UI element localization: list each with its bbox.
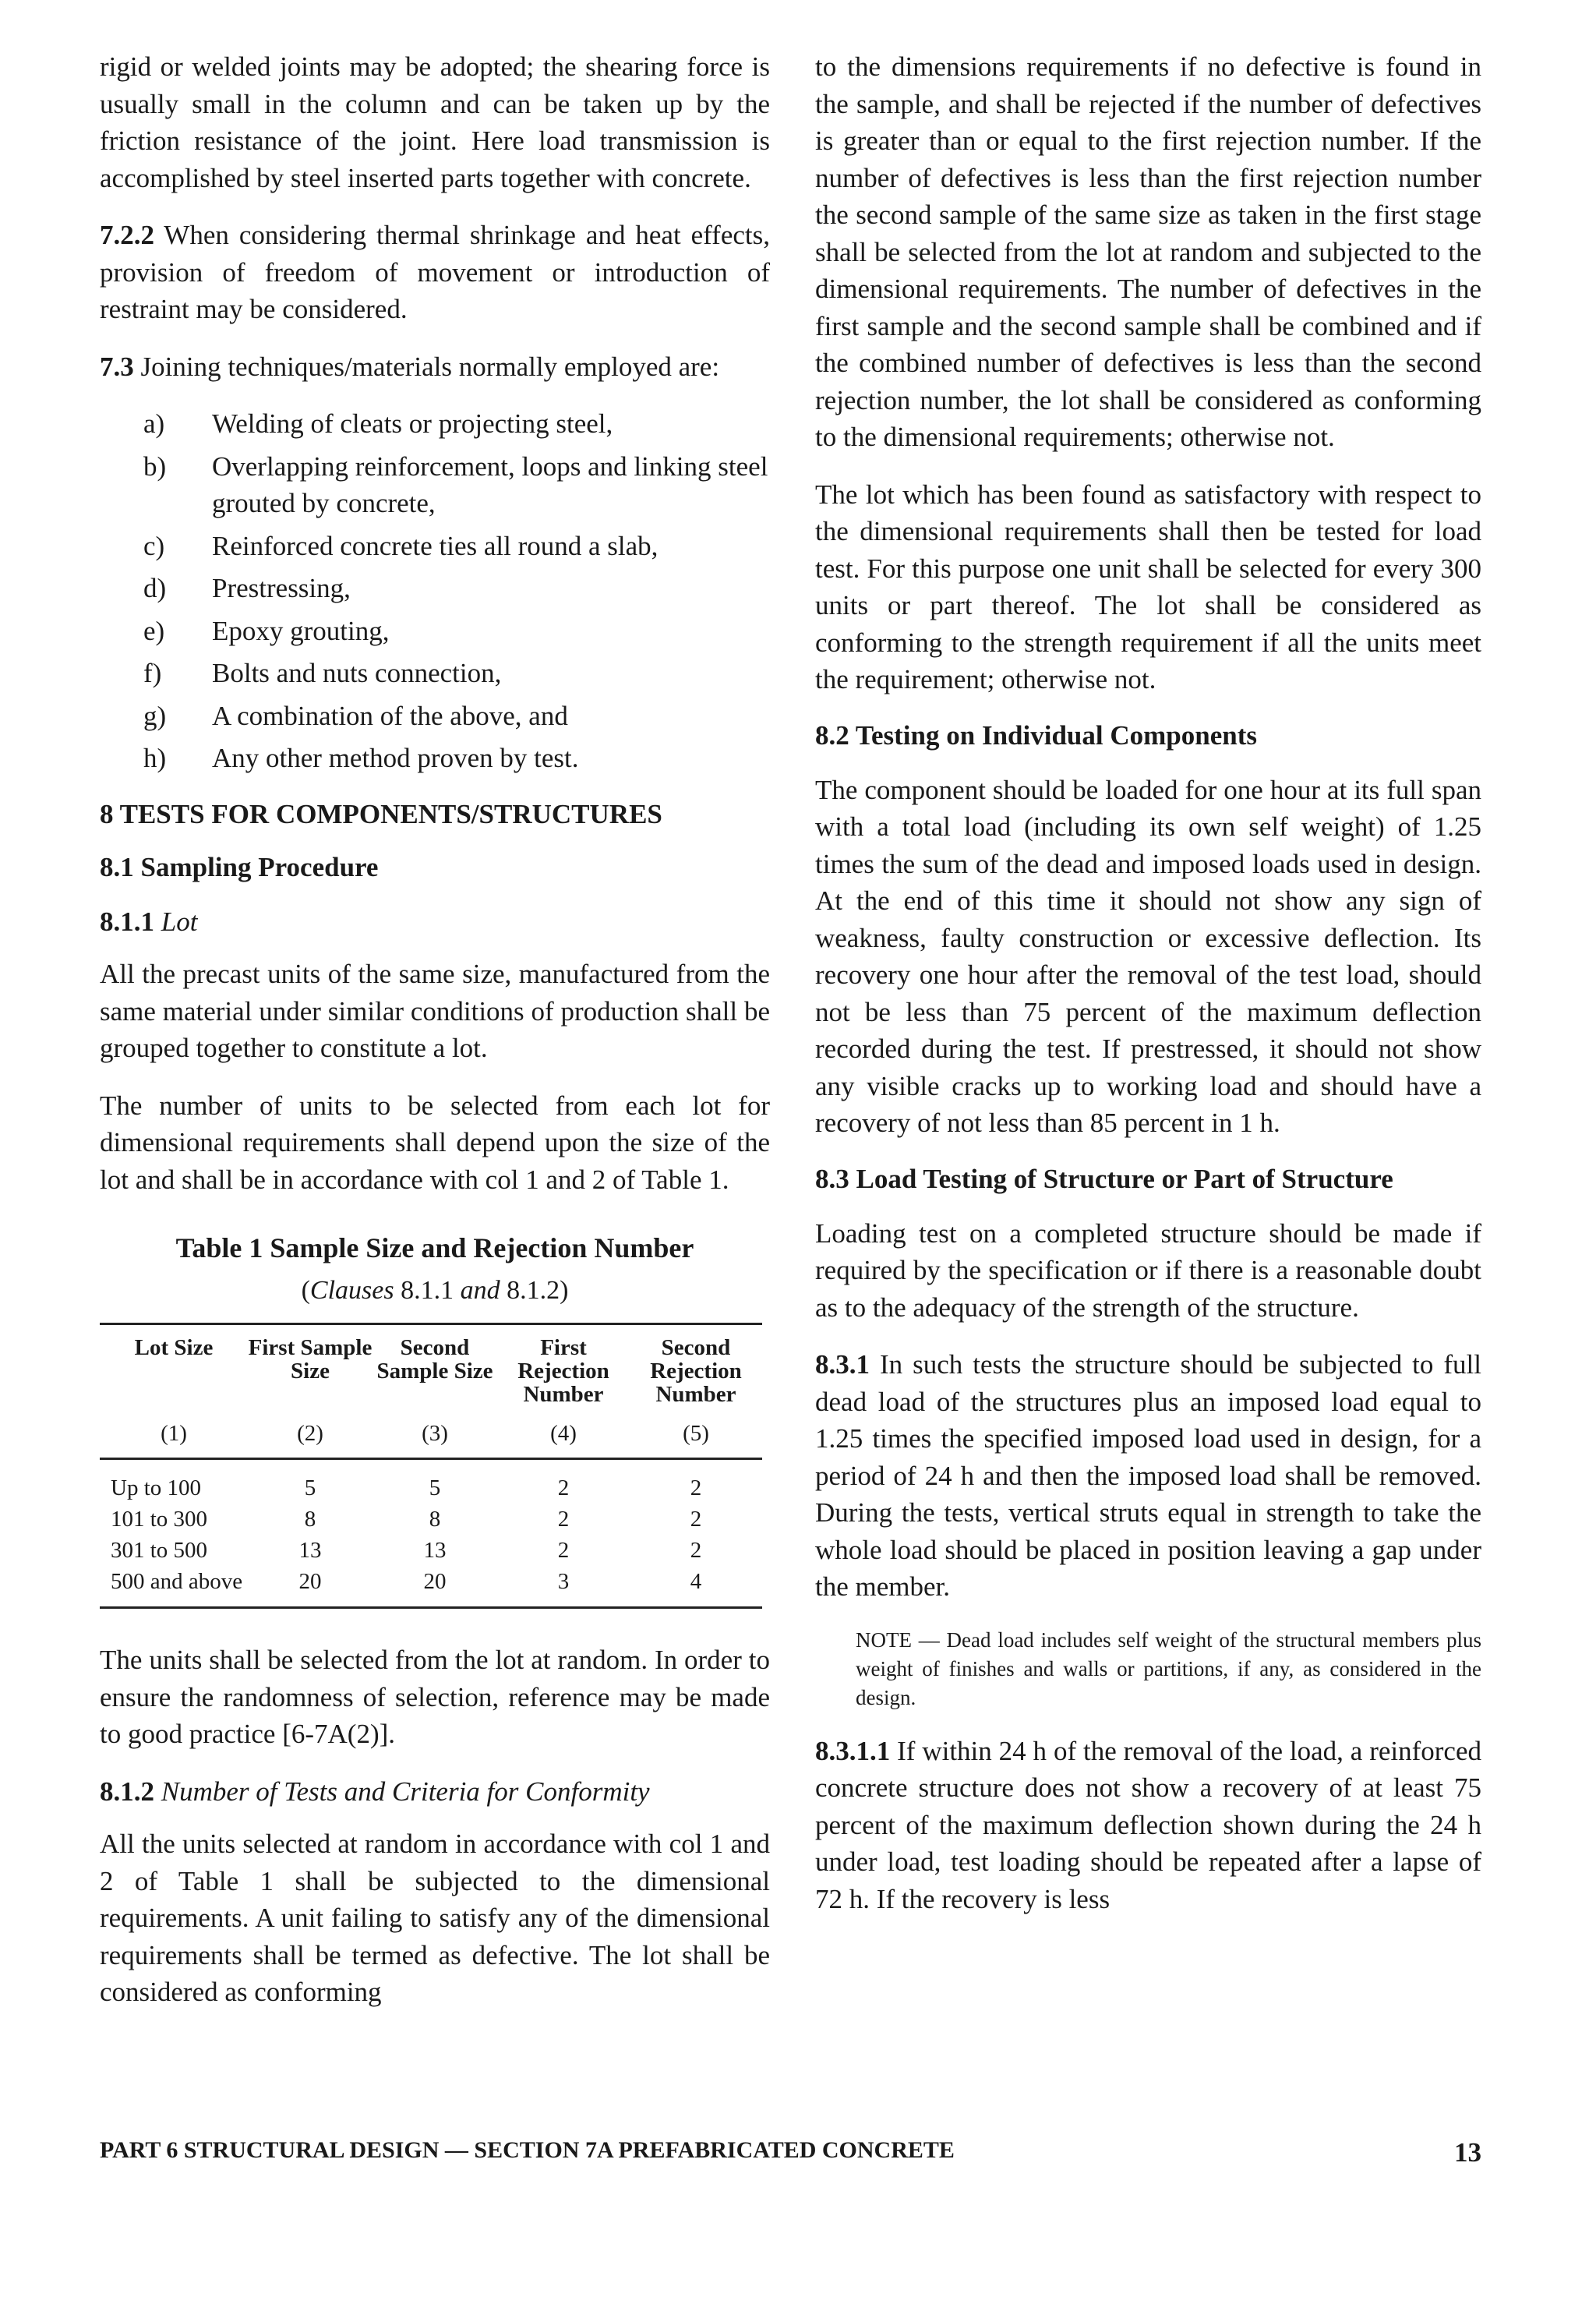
list-item-label: c) — [143, 530, 165, 561]
table-header-cell: Lot Size — [100, 1324, 248, 1415]
table-cell: 13 — [423, 1538, 447, 1563]
list-item-text: Bolts and nuts connection, — [212, 658, 502, 688]
clause-number: 7.2.2 — [100, 220, 154, 250]
paragraph-load-test-lot: The lot which has been found as satisfactory with respect to the dimensional requirements shall then be tested for load test. For this purpose one unit shall be selected for every 300 units or part thereof. The lot shall be considered as conforming to the strength requirement if all the units meet the requirement; otherwise not. — [815, 479, 1481, 694]
table-cell: 101 to 300 — [111, 1507, 208, 1532]
table-cell: 2 — [557, 1538, 570, 1563]
section-heading-8: 8 TESTS FOR COMPONENTS/STRUCTURES — [100, 798, 662, 829]
column-number: (5) — [630, 1414, 762, 1459]
list-item — [134, 698, 770, 735]
paragraph-lot-selection: The number of units to be selected from each lot for dimensional requirements shall depend upon the size of the lot and shall be in accordance with col 1 and 2 of Table 1. — [100, 1090, 770, 1195]
table-cell: 4 — [630, 1566, 762, 1608]
clause-text: Joining techniques/materials normally employed are: — [133, 351, 720, 382]
clause-number: 8.1.1 — [100, 906, 154, 937]
table-subtitle-ref: 8.1.1 — [401, 1276, 454, 1305]
table-subtitle-ref: 8.1.2 — [507, 1276, 560, 1305]
table-cell: 2 — [557, 1507, 570, 1532]
table-cell: 8 — [429, 1507, 441, 1532]
clause-number: 8.3.1 — [815, 1349, 870, 1380]
table-cell: 20 — [248, 1566, 373, 1608]
section-heading-8-3: 8.3 Load Testing of Structure or Part of Structure — [815, 1163, 1393, 1194]
list-item — [134, 570, 770, 607]
table-cell: 5 — [304, 1475, 316, 1500]
list-item-text: Reinforced concrete ties all round a slab, — [212, 530, 659, 561]
list-item-label: f) — [143, 658, 162, 688]
table-subtitle-and: and — [460, 1276, 500, 1305]
paragraph-lot-definition: All the precast units of the same size, manufactured from the same material under similar conditions of production shall be grouped together to constitute a lot. — [100, 959, 770, 1063]
paragraph-individual-components: The component should be loaded for one hour at its full span with a total load (including its own self weight) of 1.25 times the sum of the dead and imposed loads used in design. At the end of this time it should not show any sign of weakness, faulty construction or excessive deflection. Its recovery one hour after the removal of the test load, should not be less than 75 percent of the maximum deflection recorded during the test. If prestressed, it should not show any visible cracks up to working load and should have a recovery of not less than 85 percent in 1 h. — [815, 774, 1481, 1138]
clause-number: 8.3.1.1 — [815, 1735, 891, 1766]
list-item — [134, 405, 770, 443]
clause-text: If within 24 h of the removal of the load, a reinforced concrete structure does not show a recovery of at least 75 percent of the maximum deflection shown during the 24 h under load, test loading should be repeated after a lapse of 72 h. If the recovery is less — [815, 1735, 1481, 1914]
table-cell: 2 — [690, 1538, 702, 1563]
clause-7-2-2 — [100, 217, 770, 328]
list-item-text: A combination of the above, and — [212, 700, 568, 731]
right-column — [815, 48, 1481, 1938]
clause-number: 7.3 — [100, 351, 134, 382]
list-item-text: Overlapping reinforcement, loops and linking steel grouted by concrete, — [212, 451, 768, 518]
paragraph-structure-load-test: Loading test on a completed structure should be made if required by the specification or if there is a reasonable doubt as to the adequacy of the strength of the structure. — [815, 1217, 1481, 1323]
list-item — [134, 528, 770, 565]
clause-7-3 — [100, 348, 770, 386]
table-cell: Up to 100 — [111, 1475, 201, 1500]
clause-8-3-1 — [815, 1346, 1481, 1606]
clause-8-1-1 — [100, 903, 770, 941]
footer-title: PART 6 STRUCTURAL DESIGN — SECTION 7A PREFABRICATED CONCRETE — [100, 2137, 955, 2163]
clause-8-3-1-1 — [815, 1733, 1481, 1918]
list-item-text: Any other method proven by test. — [212, 743, 579, 773]
table-title: Table 1 Sample Size and Rejection Number — [175, 1232, 694, 1263]
table-header-cell: First Rejection Number — [497, 1324, 630, 1415]
page-footer — [100, 2137, 1481, 2168]
list-item-text: Epoxy grouting, — [212, 615, 390, 646]
clause-text: When considering thermal shrinkage and heat effects, provision of freedom of movement or introduction of restraint may be considered. — [100, 220, 770, 324]
clause-number: 8.1.2 — [100, 1776, 154, 1807]
column-number: (3) — [373, 1414, 497, 1459]
clause-text: In such tests the structure should be subjected to full dead load of the structures plus an imposed load equal to 1.25 times the specified imposed load used in design, for a period of 24 h and then the imposed load shall be removed. During the tests, vertical struts equal in strength to take the whole load should be placed in position leaving a gap under the member. — [815, 1349, 1481, 1602]
list-item — [134, 448, 770, 522]
table-cell: 2 — [557, 1475, 570, 1500]
joining-techniques-list — [100, 405, 770, 777]
list-item-label: d) — [143, 573, 167, 603]
list-item — [134, 740, 770, 777]
section-heading-8-2: 8.2 Testing on Individual Components — [815, 719, 1258, 751]
table-column-number-row — [100, 1414, 762, 1459]
table-header-row — [100, 1324, 762, 1415]
table-header-cell: Second Sample Size — [373, 1324, 497, 1415]
table-cell: 8 — [304, 1507, 316, 1532]
table-cell: 13 — [298, 1538, 322, 1563]
table-cell: 5 — [429, 1475, 441, 1500]
table-cell: 2 — [690, 1507, 702, 1532]
table-row — [100, 1566, 762, 1608]
paragraph-random-selection: The units shall be selected from the lot at random. In order to ensure the randomness of selection, reference may be made to good practice [6-7A(2)]. — [100, 1645, 770, 1749]
list-item-label: a) — [143, 408, 165, 439]
list-item-label: e) — [143, 615, 165, 646]
table-header-cell: Second Rejection Number — [630, 1324, 762, 1415]
table-cell: 301 to 500 — [111, 1538, 208, 1563]
table-row — [100, 1504, 762, 1535]
list-item-label: b) — [143, 451, 167, 482]
table-subtitle: (Clauses 8.1.1 and 8.1.2) — [301, 1276, 569, 1305]
paragraph-conformity-continued: to the dimensions requirements if no defective is found in the sample, and shall be rejected if the number of defectives is greater than or equal to the first rejection number. If the number of defectives is less than the first rejection number the second sample of the same size as taken in the first stage shall be selected from the lot at random and subjected to the dimensional requirements. The number of defectives in the first sample and the second sample shall be combined and if the combined number of defectives is less than the second rejection number, the lot shall be considered as conforming to the dimensional requirements; otherwise not. — [815, 51, 1481, 452]
table-row — [100, 1535, 762, 1566]
table-cell: 3 — [497, 1566, 630, 1608]
column-number: (2) — [248, 1414, 373, 1459]
clause-title: Lot — [161, 906, 198, 937]
left-column — [100, 48, 770, 2031]
table-row — [100, 1459, 762, 1504]
paragraph-dimensional-requirements: All the units selected at random in accordance with col 1 and 2 of Table 1 shall be subjected to the dimensional requirements. A unit failing to satisfy any of the dimensional requirements shall be termed as defective. The lot shall be considered as conforming — [100, 1829, 770, 2007]
clause-8-1-2 — [100, 1773, 770, 1811]
list-item-text: Welding of cleats or projecting steel, — [212, 408, 613, 439]
table-cell: 500 and above — [100, 1566, 248, 1608]
page-number: 13 — [1454, 2137, 1481, 2168]
sample-size-table — [100, 1323, 762, 1609]
section-heading-8-1: 8.1 Sampling Procedure — [100, 851, 379, 882]
list-item — [134, 655, 770, 692]
list-item-label: h) — [143, 743, 167, 773]
list-item-text: Prestressing, — [212, 573, 351, 603]
column-number: (1) — [100, 1414, 248, 1459]
note: NOTE — Dead load includes self weight of the structural members plus weight of finishes and walls or partitions, if any, as considered in the design. — [856, 1627, 1481, 1709]
paragraph-joints: rigid or welded joints may be adopted; the shearing force is usually small in the column and can be taken up by the friction resistance of the joint. Here load transmission is accomplished by steel inserted parts together with concrete. — [100, 51, 770, 193]
table-subtitle-prefix: Clauses — [309, 1276, 394, 1305]
list-item — [134, 613, 770, 650]
table-cell: 2 — [690, 1475, 702, 1500]
clause-title: Number of Tests and Criteria for Conformity — [161, 1776, 650, 1807]
table-cell: 20 — [373, 1566, 497, 1608]
column-number: (4) — [497, 1414, 630, 1459]
list-item-label: g) — [143, 700, 167, 731]
table-header-cell: First Sample Size — [248, 1324, 373, 1415]
